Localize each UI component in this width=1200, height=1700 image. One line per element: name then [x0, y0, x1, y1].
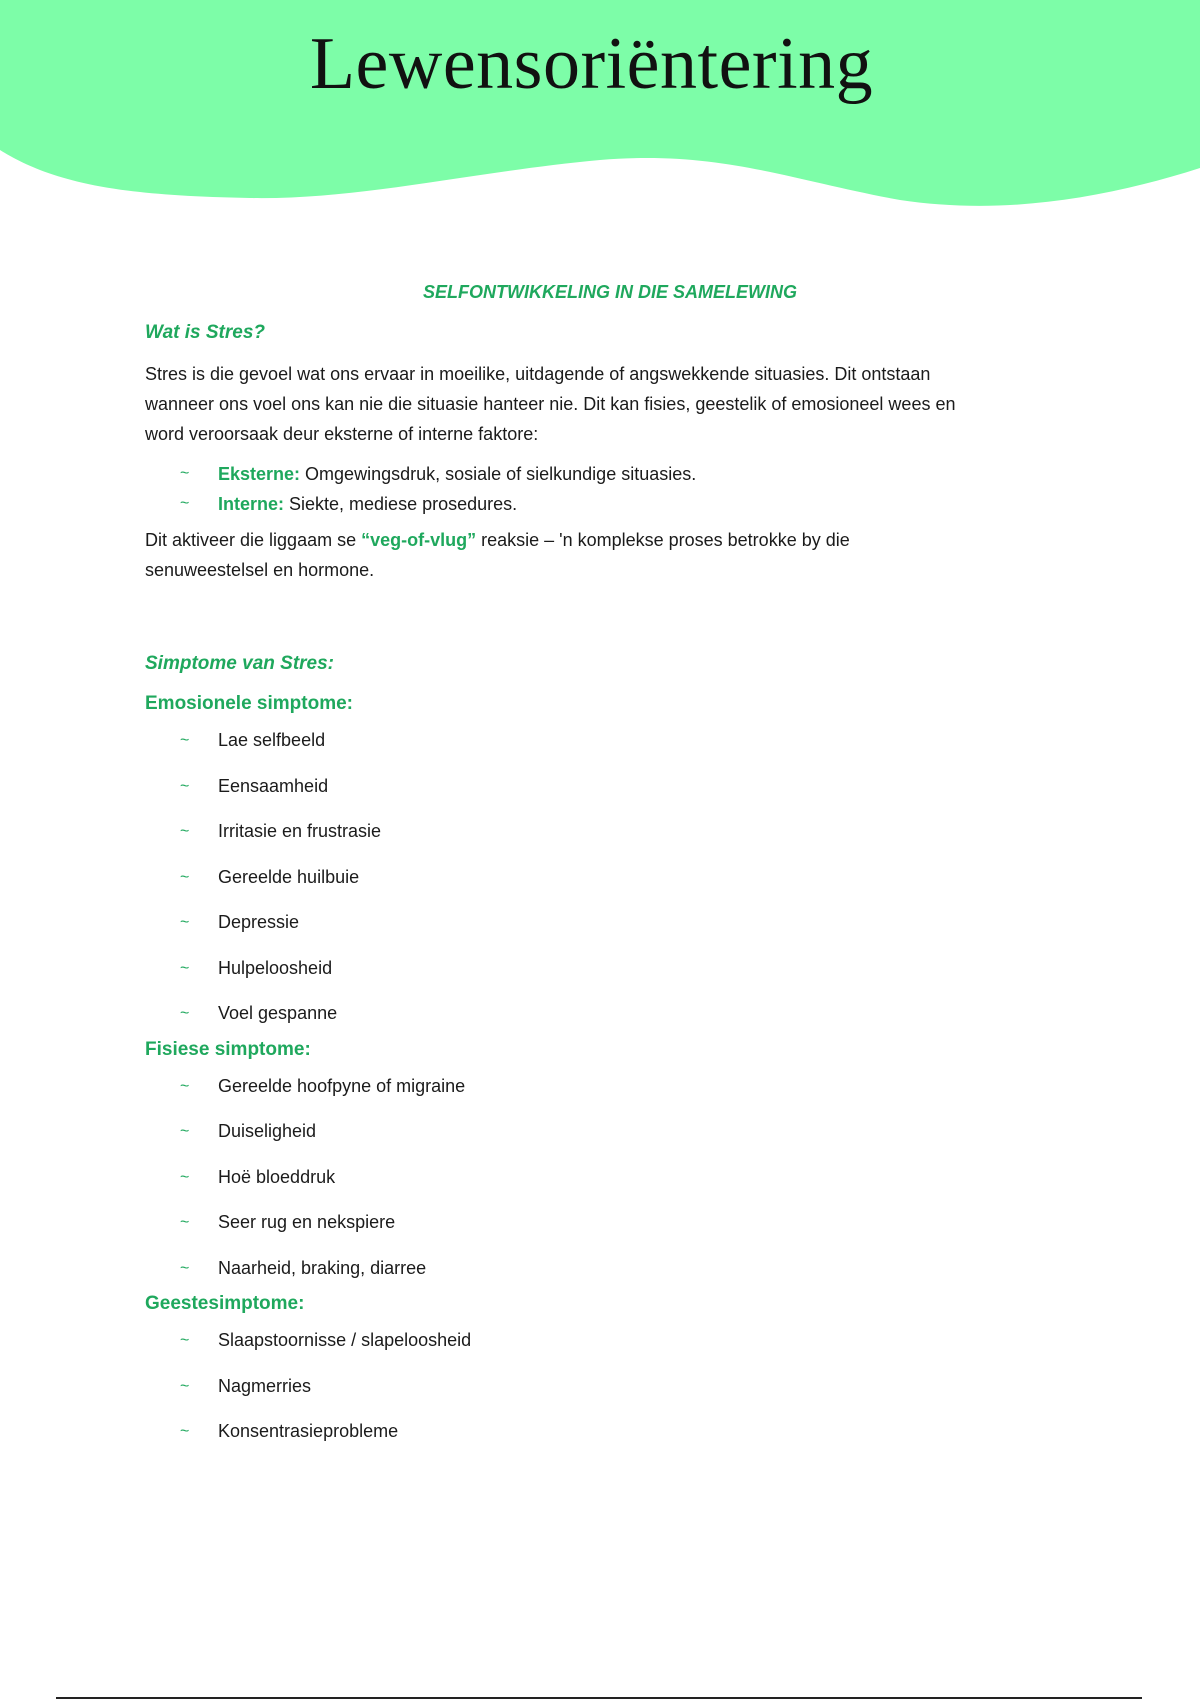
emotional-symptom-list: [145, 718, 1075, 1037]
factor-text: Siekte, mediese prosedures.: [284, 494, 518, 514]
symptom-text: Depressie: [218, 912, 300, 932]
symptom-text: Gereelde hoofpyne of migraine: [218, 1075, 466, 1096]
tilde-bullet-icon: ~: [180, 868, 190, 886]
list-item: [145, 459, 1075, 489]
list-item: [145, 1200, 1075, 1246]
reaction-paragraph: [145, 525, 1075, 585]
symptom-text: Gereelde huilbuie: [218, 866, 360, 887]
tilde-bullet-icon: ~: [180, 1077, 190, 1095]
symptom-text: Duiseligheid: [218, 1121, 317, 1141]
list-item: [145, 1246, 1075, 1292]
factor-label: Eksterne:: [218, 464, 301, 484]
tilde-bullet-icon: ~: [180, 1259, 190, 1277]
symptom-text: Voel gespanne: [218, 1003, 338, 1023]
tilde-bullet-icon: ~: [180, 1377, 190, 1395]
list-item: [145, 946, 1075, 992]
tilde-bullet-icon: ~: [180, 495, 190, 512]
intro-line-3: word veroorsaak deur eksterne of interne faktore:: [145, 424, 539, 444]
tilde-bullet-icon: ~: [180, 1005, 190, 1022]
tilde-bullet-icon: ~: [180, 732, 190, 749]
tilde-bullet-icon: ~: [180, 823, 190, 840]
list-item: [145, 809, 1075, 855]
symptom-text: Konsentrasieprobleme: [218, 1421, 399, 1441]
intro-paragraph: [145, 359, 1075, 449]
reaction-after: reaksie – 'n komplekse proses betrokke by die: [476, 530, 850, 550]
group-heading-physical: Fisiese simptome:: [145, 1038, 311, 1060]
tilde-bullet-icon: ~: [180, 1123, 190, 1140]
list-item: [145, 1109, 1075, 1155]
list-item: [145, 1318, 1075, 1364]
tilde-bullet-icon: ~: [180, 1332, 190, 1349]
list-item: [145, 718, 1075, 764]
factor-text: Omgewingsdruk, sosiale of sielkundige situasies.: [300, 464, 697, 484]
symptom-text: Hoë bloeddruk: [218, 1166, 336, 1187]
tilde-bullet-icon: ~: [180, 1168, 190, 1186]
tilde-bullet-icon: ~: [180, 465, 190, 482]
symptom-text: Naarheid, braking, diarree: [218, 1257, 427, 1278]
what-is-heading: Wat is Stres?: [145, 322, 266, 343]
reaction-before: Dit aktiveer die liggaam se: [145, 530, 362, 550]
symptom-text: Eensaamheid: [218, 775, 329, 796]
tilde-bullet-icon: ~: [180, 914, 190, 931]
physical-symptom-list: [145, 1064, 1075, 1292]
symptom-text: Lae selfbeeld: [218, 730, 326, 750]
group-heading-mental: Geestesimptome:: [145, 1293, 305, 1314]
tilde-bullet-icon: ~: [180, 777, 190, 795]
list-item: [145, 764, 1075, 810]
tilde-bullet-icon: ~: [180, 1423, 190, 1440]
symptoms-heading: Simptome van Stres:: [145, 653, 334, 674]
symptom-text: Slaapstoornisse / slapeloosheid: [218, 1330, 472, 1350]
list-item: [145, 1409, 1075, 1455]
symptom-text: Irritasie en frustrasie: [218, 821, 382, 841]
page-title: Lewensoriëntering: [309, 23, 874, 105]
group-heading-emotional: Emosionele simptome:: [145, 693, 353, 714]
list-item: [145, 900, 1075, 946]
symptom-text: Seer rug en nekspiere: [218, 1212, 396, 1232]
list-item: [145, 489, 1075, 519]
list-item: [145, 855, 1075, 901]
factor-label: Interne:: [218, 494, 285, 514]
section-title: SELFONTWIKKELING IN DIE SAMELEWING: [423, 282, 797, 302]
list-item: [145, 1064, 1075, 1110]
tilde-bullet-icon: ~: [180, 1214, 190, 1231]
symptom-text: Hulpeloosheid: [218, 957, 333, 978]
mental-symptom-list: [145, 1318, 1075, 1455]
intro-line-1: Stres is die gevoel wat ons ervaar in moeilike, uitdagende of angswekkende situasies. Dit ontstaan: [145, 364, 931, 384]
footer-divider: [56, 1697, 1142, 1699]
list-item: [145, 1364, 1075, 1410]
factor-list: [145, 459, 1075, 519]
document-body: [145, 275, 1075, 1455]
symptom-text: Nagmerries: [218, 1375, 312, 1396]
reaction-line-2: senuweestelsel en hormone.: [145, 560, 375, 580]
tilde-bullet-icon: ~: [180, 959, 190, 977]
header-banner: [0, 0, 1200, 230]
list-item: [145, 1155, 1075, 1201]
intro-line-2: wanneer ons voel ons kan nie die situasie hanteer nie. Dit kan fisies, geestelik of emosioneel wees en: [145, 394, 956, 414]
list-item: [145, 991, 1075, 1037]
reaction-highlight: “veg-of-vlug”: [361, 530, 477, 550]
